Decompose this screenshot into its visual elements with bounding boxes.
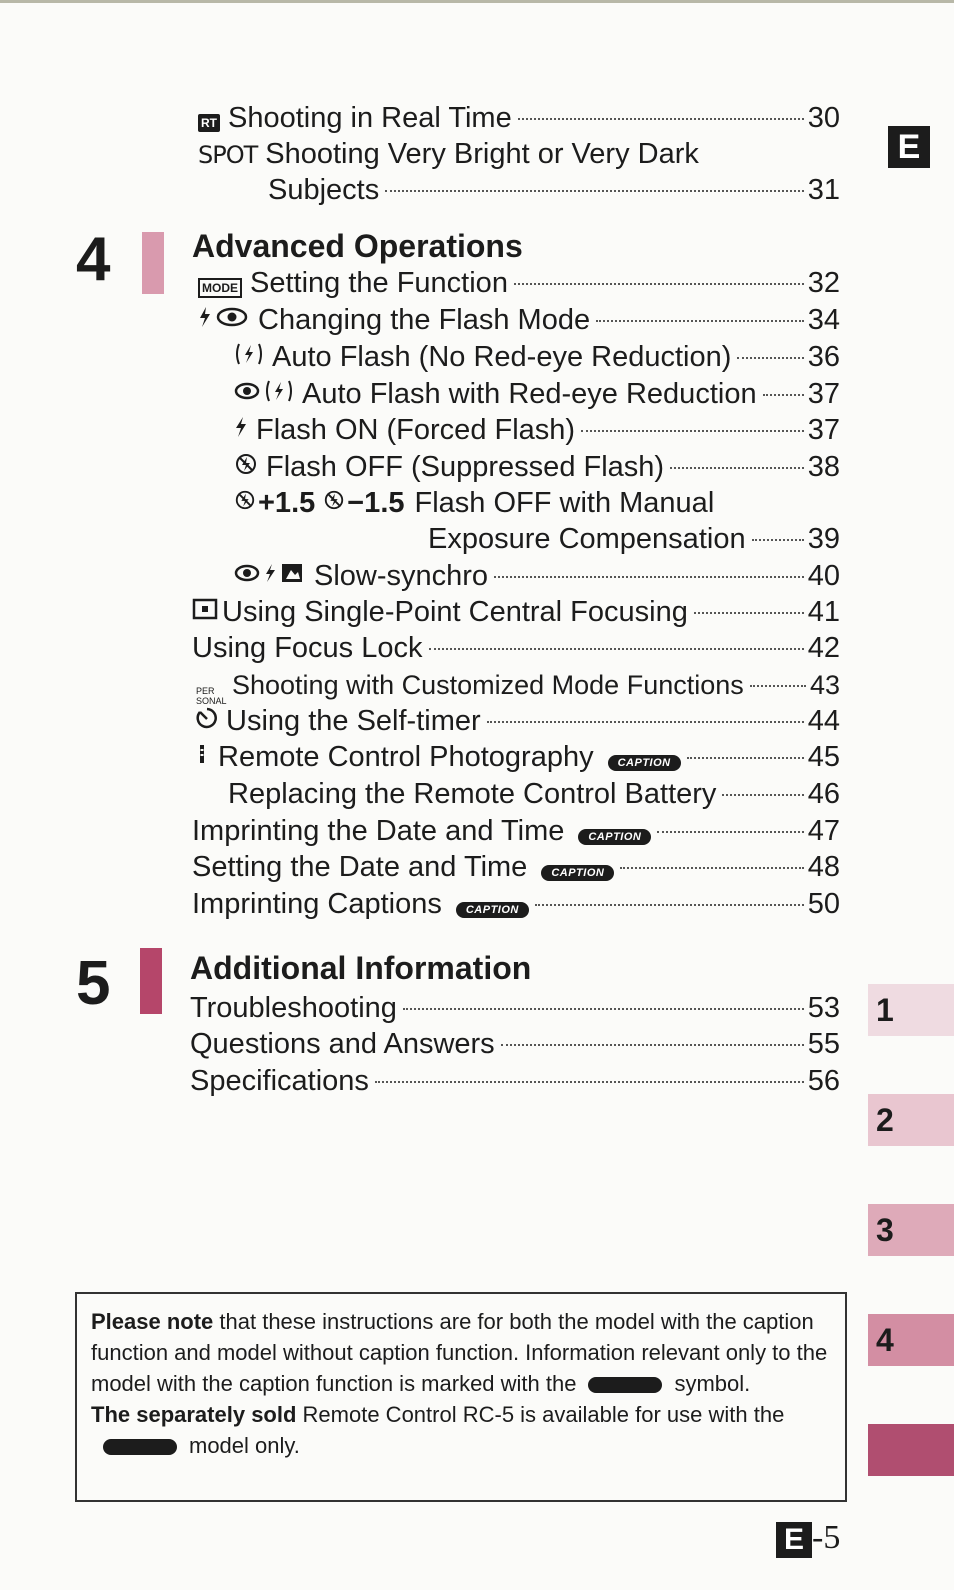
caption-symbol-icon: [103, 1439, 177, 1455]
flash-off-plus-icon: [234, 485, 256, 521]
toc-item-label: Auto Flash with Red-eye Reduction: [302, 378, 757, 410]
footer-language-badge: E: [776, 1522, 812, 1558]
toc-leader: [518, 118, 804, 120]
focus-frame-icon: [192, 594, 218, 630]
toc-item-exposure-compensation[interactable]: [428, 521, 840, 557]
personal-icon: PER SONAL: [196, 686, 227, 706]
toc-item-label: Flash ON (Forced Flash): [256, 414, 576, 446]
toc-page-number: 42: [807, 632, 840, 664]
toc-leader: [722, 794, 803, 796]
toc-page-number: 48: [807, 851, 840, 883]
caption-badge: CAPTION: [578, 829, 651, 845]
toc-leader: [752, 539, 804, 541]
toc-page-number: 53: [807, 992, 840, 1024]
toc-page-number: 56: [807, 1065, 840, 1097]
chapter-4-bar: [142, 232, 164, 294]
toc-item-remote-control[interactable]: [198, 739, 840, 775]
chapter-4-title: Advanced Operations: [192, 228, 523, 264]
toc-item-label: Troubleshooting: [190, 992, 397, 1024]
caption-note-box: [75, 1292, 847, 1502]
toc-item-replace-battery[interactable]: [228, 776, 840, 812]
language-badge: E: [888, 126, 930, 168]
toc-item-flash-mode[interactable]: [198, 302, 840, 338]
side-tab-4[interactable]: 4: [868, 1314, 954, 1366]
side-tab-1[interactable]: 1: [868, 984, 954, 1036]
toc-item-imprint-captions[interactable]: [192, 886, 840, 922]
toc-page-number: 41: [807, 596, 840, 628]
toc-item-specifications[interactable]: [190, 1063, 840, 1099]
toc-page-number: 55: [807, 1028, 840, 1060]
toc-page-number: 34: [807, 304, 840, 336]
toc-leader: [535, 904, 804, 906]
flash-off-icon: [234, 449, 258, 485]
toc-item-label: Specifications: [190, 1065, 369, 1097]
flash-icon: [234, 412, 248, 448]
note-text: Remote Control RC-5 is available for use with the: [296, 1402, 785, 1427]
toc-item-imprint-date[interactable]: [192, 813, 840, 849]
toc-item-spot-cont[interactable]: [268, 172, 840, 208]
toc-item-label: Questions and Answers: [190, 1028, 495, 1060]
plus-compensation: +1.5: [258, 487, 316, 519]
toc-page-number: 50: [807, 888, 840, 920]
toc-item-auto-flash-red-eye[interactable]: [234, 376, 840, 412]
toc-item-self-timer[interactable]: [196, 703, 840, 739]
toc-leader: [375, 1081, 804, 1083]
minus-compensation: −1.5: [347, 487, 405, 519]
caption-symbol-icon: [588, 1377, 662, 1393]
toc-item-setting-function[interactable]: [198, 265, 840, 301]
toc-leader: [385, 190, 804, 192]
toc-page-number: 40: [807, 560, 840, 592]
toc-item-spot[interactable]: [198, 136, 840, 173]
chapter-5-number: 5: [76, 949, 111, 1018]
toc-item-customized-mode[interactable]: [196, 667, 840, 706]
mode-icon: MODE: [198, 278, 242, 298]
toc-item-label: Subjects: [268, 174, 380, 206]
toc-leader: [750, 685, 806, 687]
toc-leader: [487, 721, 804, 723]
toc-item-label: Imprinting Captions: [192, 888, 442, 920]
toc-item-flash-off[interactable]: [234, 449, 840, 485]
toc-item-label: Setting the Function: [250, 267, 508, 299]
toc-leader: [737, 357, 803, 359]
toc-page-number: 43: [809, 670, 840, 700]
note-paragraph-2: [91, 1399, 831, 1461]
toc-page-number: 36: [807, 341, 840, 373]
remote-control-icon: [198, 739, 206, 775]
chapter-5-bar: [140, 948, 162, 1014]
spot-icon: SPOT: [198, 141, 258, 169]
toc-item-single-point-focus[interactable]: [192, 594, 840, 630]
chapter-5-title: Additional Information: [190, 950, 532, 986]
toc-page-number: 46: [807, 778, 840, 810]
toc-page-number: 38: [807, 451, 840, 483]
toc-page-number: 31: [807, 174, 840, 206]
toc-leader: [596, 320, 804, 322]
toc-item-label: Shooting Very Bright or Very Dark: [265, 138, 699, 170]
toc-item-questions[interactable]: [190, 1026, 840, 1062]
toc-leader: [403, 1008, 804, 1010]
toc-page-number: 39: [807, 523, 840, 555]
toc-item-label: Shooting in Real Time: [228, 102, 512, 134]
toc-page-number: 30: [807, 102, 840, 134]
toc-item-focus-lock[interactable]: [192, 630, 840, 666]
toc-item-label: Using the Self-timer: [226, 705, 481, 737]
toc-leader: [514, 283, 804, 285]
slow-synchro-icon: [234, 558, 306, 594]
flash-red-eye-icon: [198, 302, 250, 338]
toc-item-label: Shooting with Customized Mode Functions: [232, 670, 744, 700]
toc-item-label: Auto Flash (No Red-eye Reduction): [272, 341, 732, 373]
chapter-4-number: 4: [76, 225, 111, 294]
toc-item-slow-synchro[interactable]: [234, 558, 840, 594]
self-timer-icon: [196, 703, 218, 739]
side-tab-2[interactable]: 2: [868, 1094, 954, 1146]
caption-badge: CAPTION: [608, 755, 681, 771]
toc-page-number: 45: [807, 741, 840, 773]
toc-leader: [501, 1044, 804, 1046]
toc-item-label: Exposure Compensation: [428, 523, 746, 555]
flash-off-minus-icon: [323, 485, 345, 521]
toc-leader: [657, 831, 803, 833]
toc-page-number: 37: [807, 378, 840, 410]
toc-leader: [494, 576, 804, 578]
note-bold-lead: Please note: [91, 1309, 214, 1334]
toc-page-number: 37: [807, 414, 840, 446]
note-paragraph-1: [91, 1306, 831, 1399]
toc-item-label: Imprinting the Date and Time: [192, 815, 565, 847]
toc-item-set-date[interactable]: [192, 849, 840, 885]
toc-item-label: Flash OFF with Manual: [414, 487, 715, 519]
toc-item-flash-on[interactable]: [234, 412, 840, 448]
toc-item-label: Replacing the Remote Control Battery: [228, 778, 717, 810]
toc-item-label: Flash OFF (Suppressed Flash): [266, 451, 665, 483]
toc-leader: [687, 757, 804, 759]
toc-item-auto-flash[interactable]: [234, 339, 840, 375]
toc-item-label: Slow-synchro: [314, 560, 489, 592]
footer-page-text: -5: [812, 1519, 841, 1556]
toc-item-label: Remote Control Photography: [218, 741, 594, 773]
note-text: that these instructions are for both the model with the caption function and model without caption function. Information relevant only to the model with the caption function is marked with the: [91, 1309, 828, 1396]
toc-page-number: 44: [807, 705, 840, 737]
page-number: [776, 1518, 840, 1558]
toc-item-troubleshooting[interactable]: [190, 990, 840, 1026]
side-tab-3[interactable]: 3: [868, 1204, 954, 1256]
toc-leader: [620, 867, 803, 869]
toc-item-label: Using Single-Point Central Focusing: [222, 596, 688, 628]
toc-item-label: Using Focus Lock: [192, 632, 423, 664]
toc-item-real-time[interactable]: [198, 100, 840, 136]
side-tab-5[interactable]: [868, 1424, 954, 1476]
toc-leader: [429, 648, 804, 650]
toc-item-label: Changing the Flash Mode: [258, 304, 591, 336]
auto-flash-icon: [234, 339, 264, 375]
caption-badge: CAPTION: [541, 865, 614, 881]
caption-badge: CAPTION: [456, 902, 529, 918]
toc-leader: [694, 612, 804, 614]
toc-page-number: 47: [807, 815, 840, 847]
toc-leader: [581, 430, 804, 432]
toc-item-label: Setting the Date and Time: [192, 851, 528, 883]
note-text: model only.: [189, 1433, 300, 1458]
toc-page-number: 32: [807, 267, 840, 299]
note-bold-lead: The separately sold: [91, 1402, 297, 1427]
note-text: symbol.: [674, 1371, 751, 1396]
rt-icon: RT: [198, 114, 220, 132]
red-eye-auto-flash-icon: [234, 376, 294, 412]
toc-leader: [670, 467, 804, 469]
toc-leader: [763, 394, 804, 396]
toc-item-flash-off-manual[interactable]: [234, 485, 840, 521]
top-edge-line: [0, 0, 954, 3]
